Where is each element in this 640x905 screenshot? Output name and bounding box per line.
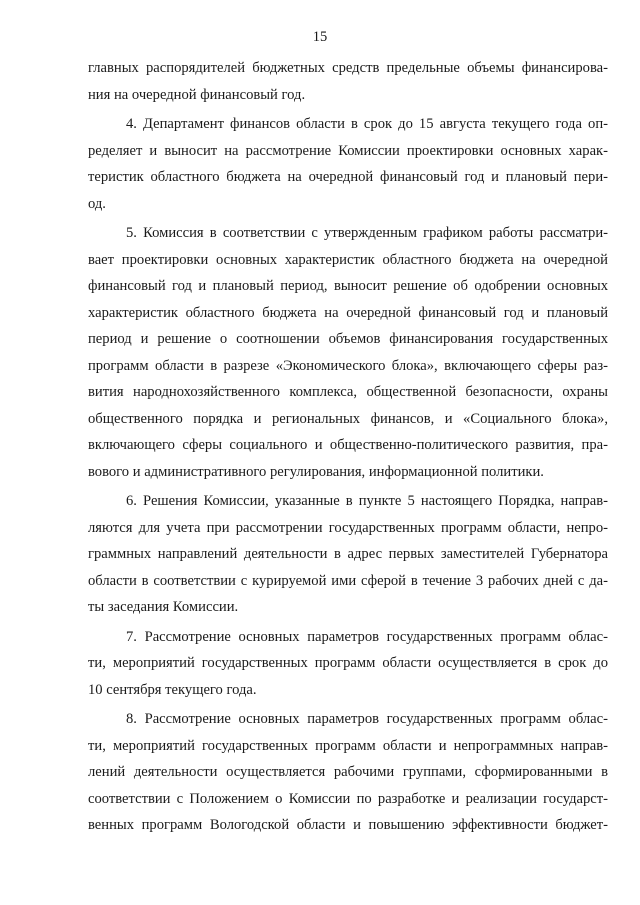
text-line: ределяет и выносит на рассмотрение Комиссии проектировки основных харак- bbox=[88, 142, 608, 159]
text-line: венных программ Вологодской области и повышению эффективности бюджет- bbox=[88, 817, 608, 833]
text-line: 6. Решения Комиссии, указанные в пункте 5 настоящего Порядка, направ- bbox=[126, 493, 608, 509]
text-line: соответствии с Положением о Комиссии по разработке и реализации государст- bbox=[88, 790, 608, 807]
text-line: период и решение о соотношении объемов финансирования государственных bbox=[88, 331, 608, 347]
text-line: включающего сферы социального и общественно-политического развития, пра- bbox=[88, 437, 608, 453]
text-line: 4. Департамент финансов области в срок до 15 августа текущего года оп- bbox=[126, 116, 608, 132]
paragraph-continuation bbox=[88, 55, 608, 108]
text-line: 8. Рассмотрение основных параметров государственных программ облас- bbox=[126, 711, 608, 727]
paragraph-item-4 bbox=[88, 111, 608, 217]
text-line: финансовый год и плановый период, выносит решение об одобрении основных bbox=[88, 278, 608, 294]
text-line: ти, мероприятий государственных программ области осуществляется в срок до bbox=[88, 655, 608, 671]
paragraph-item-6 bbox=[88, 488, 608, 621]
text-line: общественного порядка и региональных финансов, и «Социального блока», bbox=[88, 410, 608, 427]
text-line: теристик областного бюджета на очередной финансовый год и плановый пери- bbox=[88, 169, 608, 185]
document-body bbox=[88, 55, 608, 839]
text-line: 10 сентября текущего года. bbox=[88, 681, 257, 698]
text-line: главных распорядителей бюджетных средств предельные объемы финансирова- bbox=[88, 60, 608, 76]
text-line: вает проектировки основных характеристик областного бюджета на очередной bbox=[88, 251, 608, 268]
text-line: од. bbox=[88, 195, 106, 212]
text-line: вития народнохозяйственного комплекса, общественной безопасности, охраны bbox=[88, 384, 608, 400]
text-line: вового и административного регулирования, информационной политики. bbox=[88, 463, 544, 480]
text-line: характеристик областного бюджета на очередной финансовый год и плановый bbox=[88, 304, 608, 321]
text-line: ния на очередной финансовый год. bbox=[88, 86, 306, 103]
text-line: 5. Комиссия в соответствии с утвержденным графиком работы рассматри- bbox=[126, 225, 608, 241]
paragraph-item-7 bbox=[88, 624, 608, 704]
text-line: ти, мероприятий государственных программ области и непрограммных направ- bbox=[88, 737, 608, 754]
text-line: ляются для учета при рассмотрении государственных программ области, непро- bbox=[88, 519, 608, 536]
text-line: области в соответствии с курируемой ими сферой в течение 3 рабочих дней с да- bbox=[88, 572, 608, 589]
text-line: 7. Рассмотрение основных параметров государственных программ облас- bbox=[126, 628, 608, 645]
paragraph-item-5 bbox=[88, 220, 608, 485]
text-line: лений деятельности осуществляется рабочими группами, сформированными в bbox=[88, 764, 608, 780]
text-line: граммных направлений деятельности в адрес первых заместителей Губернатора bbox=[88, 546, 608, 562]
text-line: ты заседания Комиссии. bbox=[88, 599, 239, 615]
paragraph-item-8 bbox=[88, 706, 608, 839]
page-number: 15 bbox=[312, 29, 328, 45]
text-line: программ области в разрезе «Экономического блока», включающего сферы раз- bbox=[88, 357, 608, 374]
